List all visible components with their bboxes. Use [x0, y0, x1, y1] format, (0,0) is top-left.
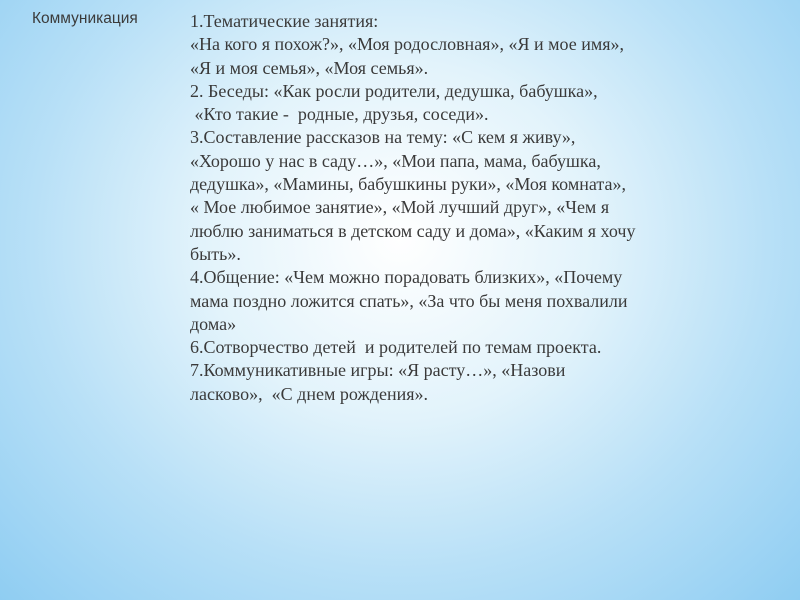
category-cell: Коммуникация: [32, 10, 138, 27]
activity-line: 4.Общение: «Чем можно порадовать близких», «Почему: [190, 267, 623, 288]
activity-line: ласково», «С днем рождения».: [190, 383, 429, 404]
activity-line: люблю заниматься в детском саду и дома», «Каким я хочу: [190, 220, 636, 241]
activity-line: 3.Составление рассказов на тему: «С кем я живу»,: [190, 127, 576, 148]
activity-line: быть».: [190, 243, 241, 264]
activity-line: дедушка», «Мамины, бабушкины руки», «Моя комната»,: [190, 174, 626, 195]
activity-line: 2. Беседы: «Как росли родители, дедушка, бабушка»,: [190, 80, 598, 101]
activity-line: « Мое любимое занятие», «Мой лучший друг», «Чем я: [190, 197, 610, 218]
activity-line: 7.Коммуникативные игры: «Я расту…», «Назови: [190, 360, 566, 381]
activity-table: [24, 6, 794, 471]
activity-line: «Хорошо у нас в саду…», «Мои папа, мама, бабушка,: [190, 150, 601, 171]
activity-line: «На кого я похож?», «Моя родословная», «Я и мое имя»,: [190, 34, 625, 55]
activities-cell: [190, 10, 790, 406]
activity-line: дома»: [190, 313, 237, 334]
activity-line: 6.Сотворчество детей и родителей по темам проекта.: [190, 337, 602, 358]
activity-line: 1.Тематические занятия:: [190, 11, 379, 31]
activity-line: «Кто такие - родные, друзья, соседи».: [190, 104, 489, 125]
activity-line: «Я и моя семья», «Моя семья».: [190, 57, 429, 78]
activity-line: мама поздно ложится спать», «За что бы меня похвалили: [190, 290, 628, 311]
